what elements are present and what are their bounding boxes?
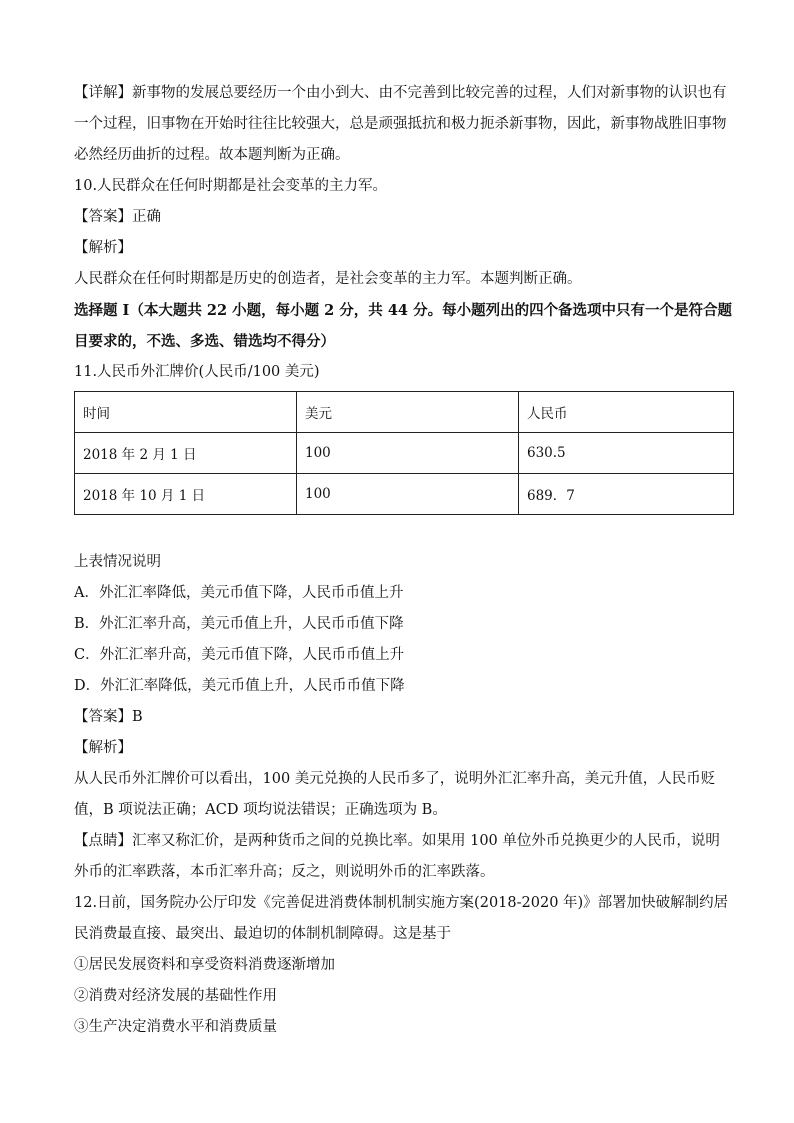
q10-analysis: 人民群众在任何时期都是历史的创造者，是社会变革的主力军。本题判断正确。 xyxy=(74,271,582,287)
q11-option-b: B．外汇汇率升高，美元币值上升，人民币币值下降 xyxy=(74,616,404,632)
detail-text: 新事物的发展总要经历一个由小到大、由不完善到比较完善的过程，人们对新事物的认识也有一个过程，旧事物在开始时往往比较强大，总是顽强抵抗和极力扼杀新事物，因此，新事物战胜旧事物必然经历曲折的过程。故本题判断为正确。 xyxy=(74,85,727,163)
table-cell: 100 xyxy=(297,474,519,515)
table-header-cell: 时间 xyxy=(75,392,297,433)
q11-question: 11.人民币外汇牌价(人民币/100 美元) xyxy=(74,364,320,380)
q11-option-d: D．外汇汇率降低，美元币值上升，人民币币值下降 xyxy=(74,678,405,694)
table-header-cell: 人民币 xyxy=(519,392,734,433)
table-cell: 2018 年 10 月 1 日 xyxy=(75,474,297,515)
q11-answer: 【答案】B xyxy=(74,709,143,725)
document-page xyxy=(74,78,734,1043)
q11-analysis: 从人民币外汇牌价可以看出，100 美元兑换的人民币多了，说明外汇汇率升高，美元升值，人民币贬值，B 项说法正确；ACD 项均说法错误；正确选项为 B。 xyxy=(74,771,716,818)
q10-answer: 【答案】正确 xyxy=(74,209,161,225)
table-row xyxy=(75,433,734,474)
q11-option-c: C．外汇汇率升高，美元币值下降，人民币币值上升 xyxy=(74,647,405,663)
q12-question: 12.日前，国务院办公厅印发《完善促进消费体制机制实施方案(2018-2020 年)》部署加快破解制约居民消费最直接、最突出、最迫切的体制机制障碍。这是基于 xyxy=(74,895,729,942)
table-row xyxy=(75,474,734,515)
detail-label: 【详解】 xyxy=(74,85,132,101)
q10-question: 10.人民群众在任何时期都是社会变革的主力军。 xyxy=(74,178,388,194)
table-cell: 2018 年 2 月 1 日 xyxy=(75,433,297,474)
q11-analysis-label: 【解析】 xyxy=(74,740,132,756)
q9-detail-paragraph xyxy=(74,78,734,171)
q12-option-3: ③生产决定消费水平和消费质量 xyxy=(74,1019,277,1035)
table-header-cell: 美元 xyxy=(297,392,519,433)
key-point-text: 汇率又称汇价，是两种货币之间的兑换比率。如果用 100 单位外币兑换更少的人民币，说明外币的汇率跌落，本币汇率升高；反之，则说明外币的汇率跌落。 xyxy=(74,833,720,880)
key-point-label: 【点睛】 xyxy=(74,833,132,849)
q11-stem: 上表情况说明 xyxy=(74,554,161,570)
q12-option-1: ①居民发展资料和享受资料消费逐渐增加 xyxy=(74,957,335,973)
table-cell: 689．7 xyxy=(519,474,734,515)
q11-key-point xyxy=(74,826,734,888)
q10-analysis-label: 【解析】 xyxy=(74,240,132,256)
section-header: 选择题 I（本大题共 22 小题，每小题 2 分，共 44 分。每小题列出的四个备选项中只有一个是符合题目要求的，不选、多选、错选均不得分） xyxy=(74,302,733,350)
table-cell: 100 xyxy=(297,433,519,474)
q12-option-2: ②消费对经济发展的基础性作用 xyxy=(74,988,277,1004)
q11-option-a: A．外汇汇率降低，美元币值下降，人民币币值上升 xyxy=(74,585,404,601)
table-header-row xyxy=(75,392,734,433)
exchange-rate-table xyxy=(74,391,734,515)
table-cell: 630.5 xyxy=(519,433,734,474)
